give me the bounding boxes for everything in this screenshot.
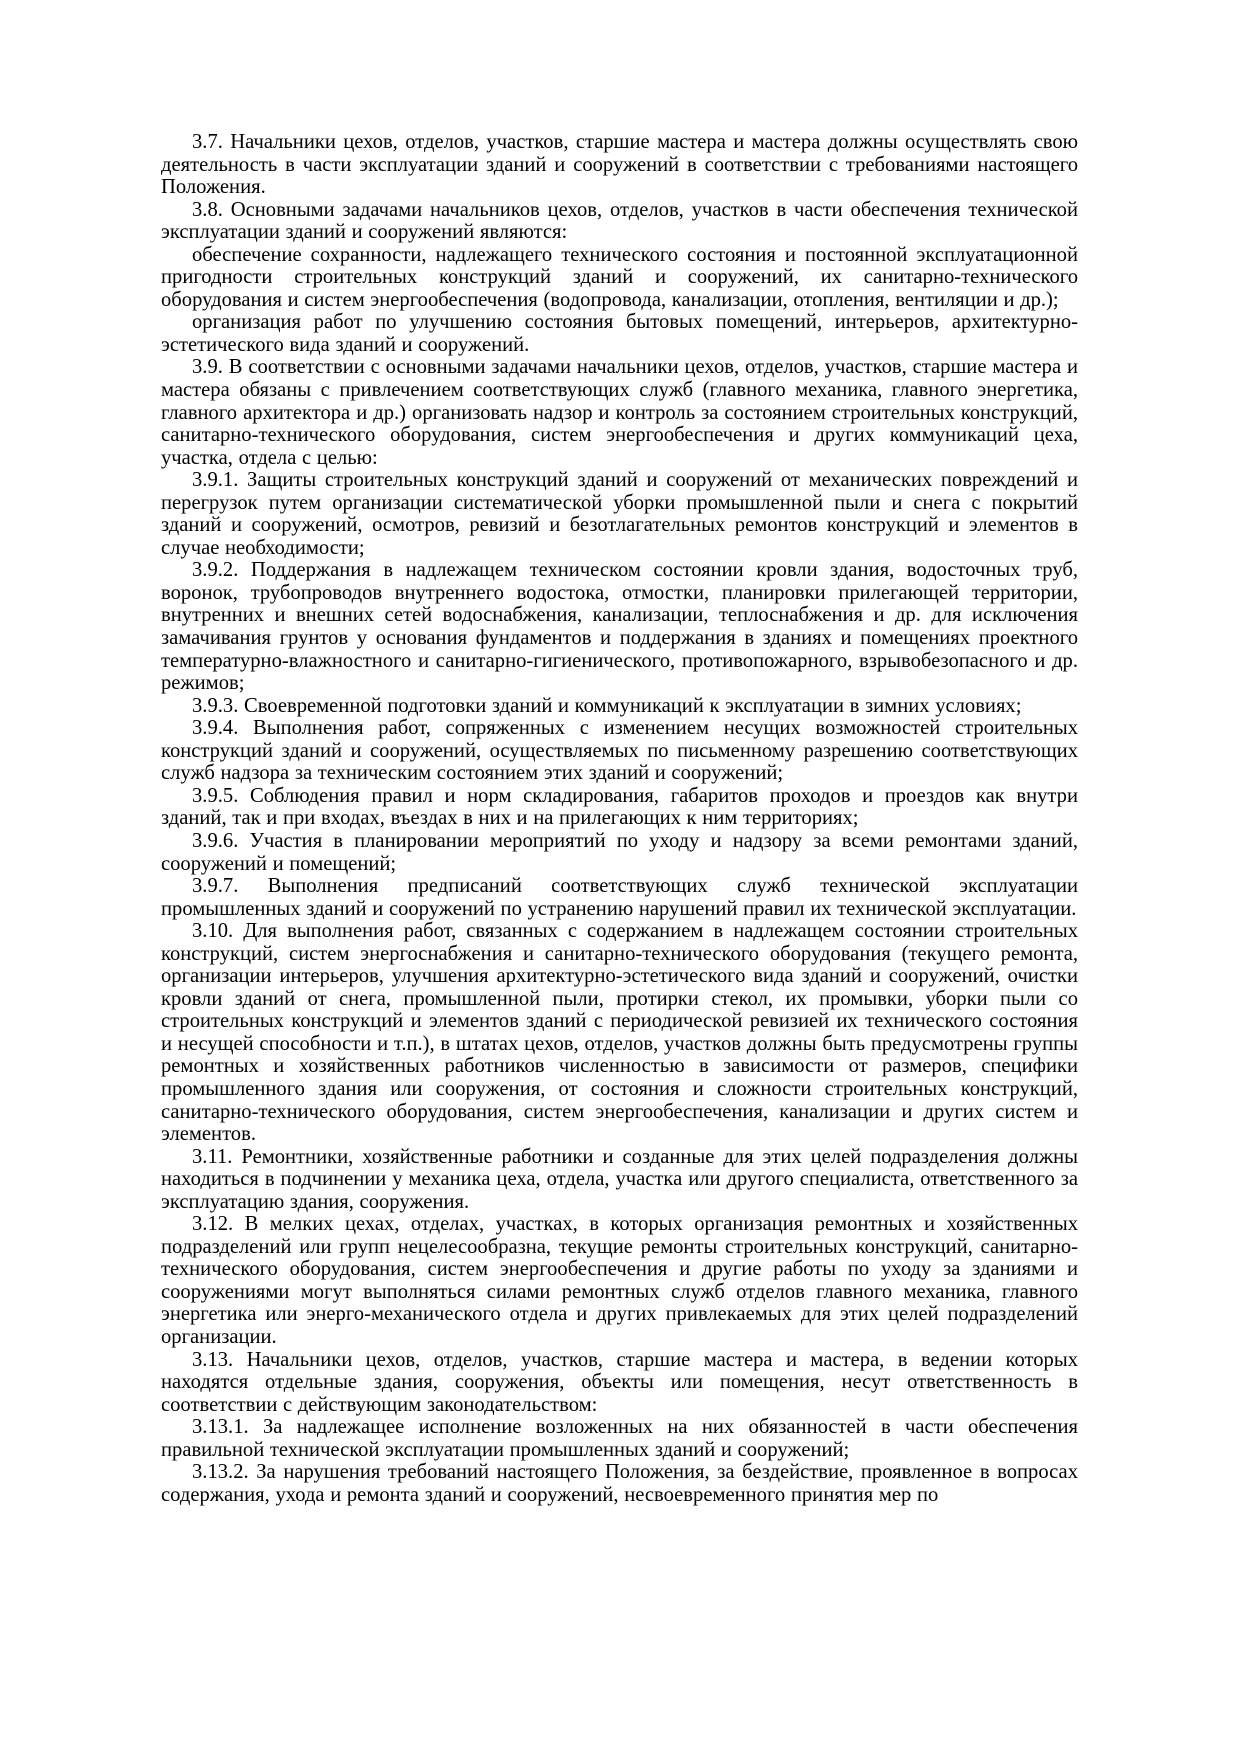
paragraph-3-9-5: 3.9.5. Соблюдения правил и норм складирования, габаритов проходов и проездов как внутри зданий, так и при входах, въездах в них и на прилегающих к ним территориях; — [161, 784, 1078, 830]
paragraph-3-8: 3.8. Основными задачами начальников цехов, отделов, участков в части обеспечения технической эксплуатации зданий и сооружений являются: — [161, 198, 1078, 244]
paragraph-3-13-2: 3.13.2. За нарушения требований настоящего Положения, за бездействие, проявленное в вопросах содержания, ухода и ремонта зданий и сооружений, несвоевременного принятия мер по — [161, 1461, 1078, 1506]
paragraph-3-12: 3.12. В мелких цехах, отделах, участках, в которых организация ремонтных и хозяйственных подразделений или групп нецелесообразна, текущие ремонты строительных конструкций, санитарно-технического оборудования, систем энергообеспечения и другие работы по уходу за зданиями и сооружениями могут выполняться силами ремонтных служб отделов главного механика, главного энергетика или энерго-механического отдела и других привлекаемых для этих целей подразделений организации. — [161, 1213, 1078, 1348]
paragraph-3-7: 3.7. Начальники цехов, отделов, участков, старшие мастера и мастера должны осуществлять свою деятельность в части эксплуатации зданий и сооружений в соответствии с требованиями настоящего Положения. — [161, 131, 1078, 199]
paragraph-3-9-1: 3.9.1. Защиты строительных конструкций зданий и сооружений от механических повреждений и перегрузок путем организации систематической уборки промышленной пыли и снега с покрытий зданий и сооружений, осмотров, ревизий и безотлагательных ремонтов конструкций и элементов в случае необходимости; — [161, 469, 1078, 559]
paragraph-3-8-item-2: организация работ по улучшению состояния бытовых помещений, интерьеров, архитектурно-эстетического вида зданий и сооружений. — [161, 311, 1078, 356]
document-text-block — [161, 131, 1078, 1506]
paragraph-3-9-4: 3.9.4. Выполнения работ, сопряженных с изменением несущих возможностей строительных конструкций зданий и сооружений, осуществляемых по письменному разрешению соответствующих служб надзора за техническим состоянием этих зданий и сооружений; — [161, 717, 1078, 785]
paragraph-3-13-1: 3.13.1. За надлежащее исполнение возложенных на них обязанностей в части обеспечения правильной технической эксплуатации промышленных зданий и сооружений; — [161, 1416, 1078, 1461]
paragraph-3-9-3: 3.9.3. Своевременной подготовки зданий и коммуникаций к эксплуатации в зимних условиях; — [192, 694, 1022, 717]
paragraph-3-9: 3.9. В соответствии с основными задачами начальники цехов, отделов, участков, старшие мастера и мастера обязаны с привлечением соответствующих служб (главного механика, главного энергетика, главного архитектора и др.) организовать надзор и контроль за состоянием строительных конструкций, санитарно-технического оборудования, систем энергообеспечения и других коммуникаций цеха, участка, отдела с целью: — [161, 356, 1078, 469]
paragraph-3-11: 3.11. Ремонтники, хозяйственные работники и созданные для этих целей подразделения должны находиться в подчинении у механика цеха, отдела, участка или другого специалиста, ответственного за эксплуатацию здания, сооружения. — [161, 1145, 1078, 1213]
paragraph-3-9-6: 3.9.6. Участия в планировании мероприятий по уходу и надзору за всеми ремонтами зданий, сооружений и помещений; — [161, 829, 1078, 875]
paragraph-3-13: 3.13. Начальники цехов, отделов, участков, старшие мастера и мастера, в ведении которых находятся отдельные здания, сооружения, объекты или помещения, несут ответственность в соответствии с действующим законодательством: — [161, 1348, 1078, 1416]
paragraph-3-9-2: 3.9.2. Поддержания в надлежащем техническом состоянии кровли здания, водосточных труб, воронок, трубопроводов внутреннего водостока, отмостки, планировки прилегающей территории, внутренних и внешних сетей водоснабжения, канализации, теплоснабжения и др. для исключения замачивания грунтов у основания фундаментов и поддержания в зданиях и помещениях проектного температурно-влажностного и санитарно-гигиенического, противопожарного, взрывобезопасного и др. режимов; — [161, 559, 1078, 695]
paragraph-3-10: 3.10. Для выполнения работ, связанных с содержанием в надлежащем состоянии строительных конструкций, систем энергоснабжения и санитарно-технического оборудования (текущего ремонта, организации интерьеров, улучшения архитектурно-эстетического вида зданий и сооружений, очистки кровли зданий от снега, промышленной пыли, протирки стекол, их промывки, уборки пыли со строительных конструкций и элементов зданий с периодической ревизией их технического состояния и несущей способности и т.п.), в штатах цехов, отделов, участков должны быть предусмотрены группы ремонтных и хозяйственных работников численностью в зависимости от размеров, специфики промышленного здания или сооружения, от состояния и сложности строительных конструкций, санитарно-технического оборудования, систем энергообеспечения, канализации и других систем и элементов. — [161, 920, 1078, 1146]
paragraph-3-8-item-1: обеспечение сохранности, надлежащего технического состояния и постоянной эксплуатационной пригодности строительных конструкций зданий и сооружений, их санитарно-технического оборудования и систем энергообеспечения (водопровода, канализации, отопления, вентиляции и др.); — [161, 243, 1078, 311]
paragraph-3-9-7: 3.9.7. Выполнения предписаний соответствующих служб технической эксплуатации промышленных зданий и сооружений по устранению нарушений правил их технической эксплуатации. — [161, 875, 1078, 920]
